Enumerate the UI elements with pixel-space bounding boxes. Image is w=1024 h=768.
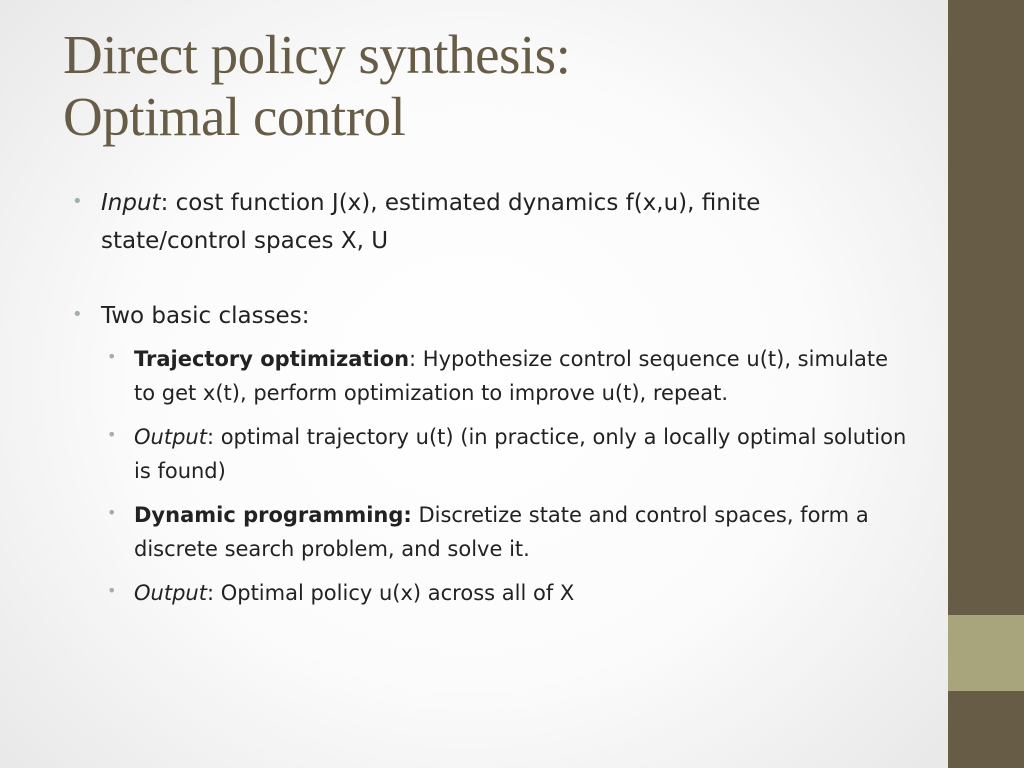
sub-bullet-dynamic-programming [70, 498, 910, 566]
bullet-input-lead: Input [101, 190, 161, 216]
slide-title-line-2: Optimal control [63, 86, 406, 147]
bullet-dot-icon: • [107, 581, 117, 600]
sub-bullet-trajectory-optimization [70, 342, 910, 410]
sub-bullet-trajectory-lead: Trajectory optimization [134, 347, 410, 371]
bullet-input [70, 184, 910, 260]
bullet-dot-icon: • [72, 191, 83, 212]
slide-title-line-1: Direct policy synthesis: [63, 24, 571, 85]
bullet-input-text: : cost function J(x), estimated dynamics f(x,u), finite state/control spaces X, U [101, 190, 761, 254]
sub-bullet-dynamic-lead: Dynamic programming: [134, 503, 412, 527]
slide-title [63, 24, 923, 148]
bullet-dot-icon: • [107, 347, 117, 366]
bullet-two-basic-classes [70, 297, 910, 335]
sub-bullet-dynamic-text: Discretize state and control spaces, form a discrete search problem, and solve it. [134, 503, 869, 561]
sub-bullet-output-policy [70, 576, 910, 610]
bullet-dot-icon: • [107, 425, 117, 444]
slide-body [70, 184, 910, 610]
sub-bullet-output-trajectory [70, 420, 910, 488]
sub-bullet-output-text: : optimal trajectory u(t) (in practice, only a locally optimal solution is found) [134, 425, 907, 483]
sub-bullet-output-policy-lead: Output [134, 581, 207, 605]
bullet-dot-icon: • [107, 503, 117, 522]
bullet-dot-icon: • [72, 304, 83, 325]
sub-bullet-output-policy-text: : Optimal policy u(x) across all of X [206, 581, 575, 605]
bullet-two-basic-classes-text: Two basic classes: [101, 303, 310, 329]
sub-bullet-trajectory-text: : Hypothesize control sequence u(t), simulate to get x(t), perform optimization to improve u(t), repeat. [134, 347, 889, 405]
sub-bullet-output-lead: Output [134, 425, 207, 449]
sidebar-accent-block [948, 615, 1024, 691]
